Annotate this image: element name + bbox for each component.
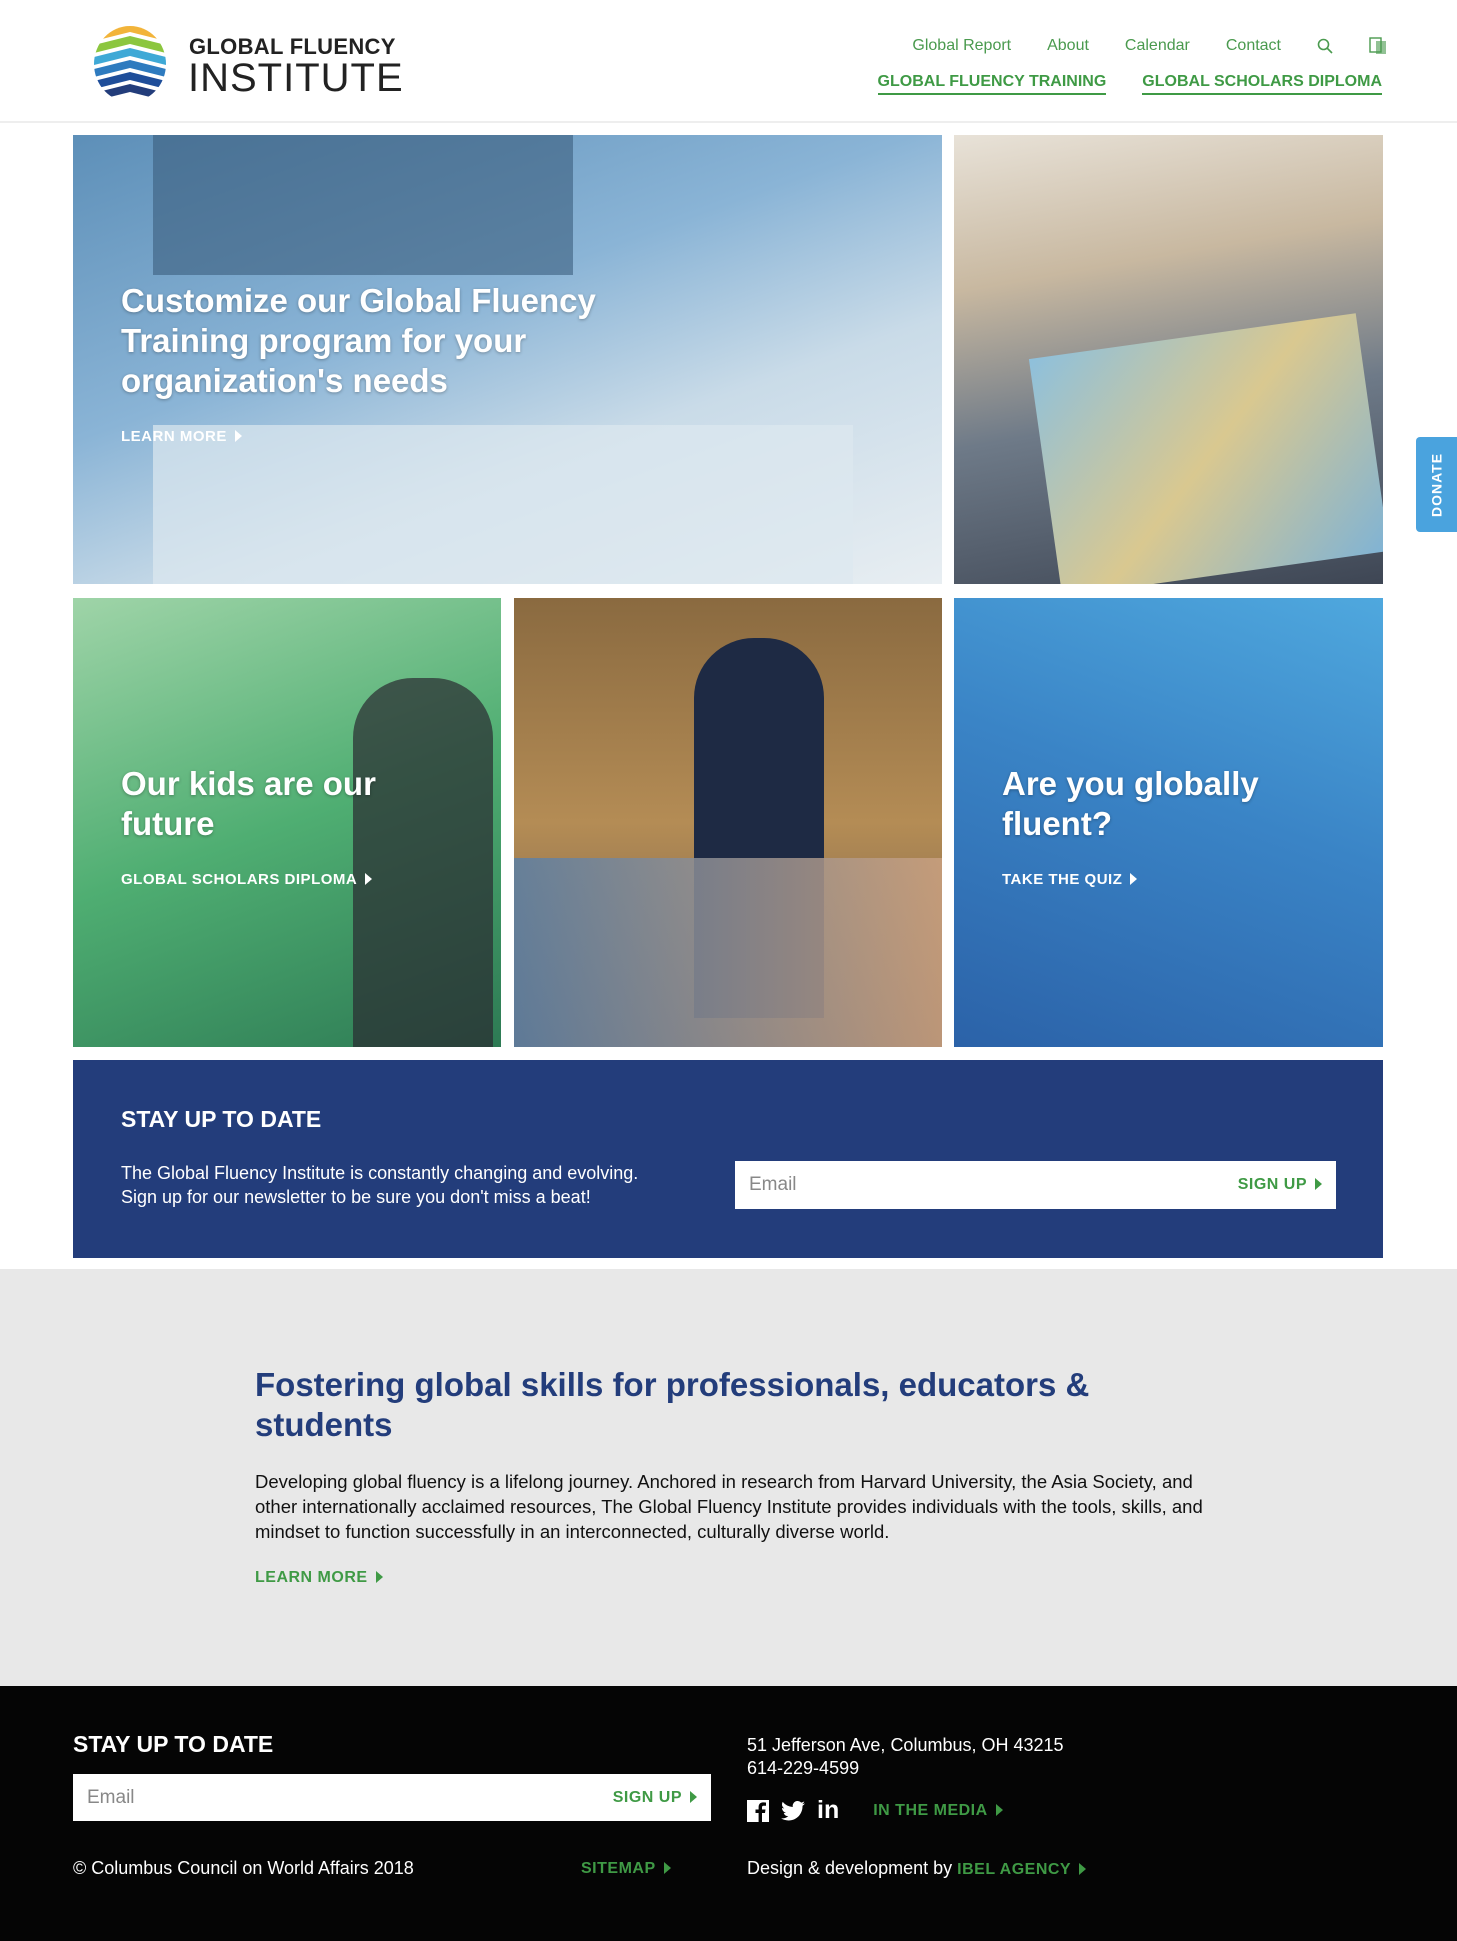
link-label: IN THE MEDIA: [873, 1801, 988, 1819]
travel-photo: [954, 135, 1383, 584]
sitemap-link[interactable]: [581, 1860, 671, 1878]
nav-global-scholars-diploma[interactable]: GLOBAL SCHOLARS DIPLOMA: [1142, 73, 1382, 95]
arrow-right-icon: [1079, 1863, 1086, 1875]
translate-icon[interactable]: [1369, 37, 1387, 55]
newsletter-text-line: Sign up for our newsletter to be sure you don't miss a beat!: [121, 1187, 591, 1207]
link-label: SITEMAP: [581, 1860, 656, 1877]
global-scholars-link[interactable]: [121, 871, 372, 888]
newsletter-form: [735, 1161, 1336, 1209]
arrow-right-icon: [664, 1862, 671, 1874]
arrow-right-icon: [1130, 873, 1137, 885]
link-label: TAKE THE QUIZ: [1002, 871, 1123, 888]
photo-person: [353, 678, 493, 1047]
link-label: IBEL AGENCY: [957, 1861, 1072, 1878]
social-links: [747, 1796, 1003, 1825]
photo-window: [153, 135, 573, 275]
sign-up-button[interactable]: [1238, 1176, 1322, 1194]
button-label: SIGN UP: [1237, 1176, 1307, 1193]
link-label: GLOBAL SCHOLARS DIPLOMA: [121, 871, 358, 888]
about-title: Fostering global skills for professionals, educators & students: [255, 1366, 1090, 1443]
newsletter-text-line: The Global Fluency Institute is constantly changing and evolving.: [121, 1163, 639, 1183]
speaker-photo: [514, 598, 942, 1047]
take-quiz-link[interactable]: [1002, 871, 1137, 888]
logo-icon[interactable]: [90, 24, 170, 104]
ibel-agency-link[interactable]: [957, 1861, 1086, 1878]
about-section: [0, 1269, 1457, 1686]
quiz-tile[interactable]: [954, 598, 1383, 1047]
email-input[interactable]: Email: [749, 1174, 797, 1195]
credit: [747, 1858, 1086, 1879]
tile-title: Are you globally fluent?: [1002, 765, 1259, 842]
photo-map: [1029, 313, 1383, 584]
learn-more-link[interactable]: [121, 428, 242, 445]
tile-title: Customize our Global Fluency Training program for your organization's needs: [121, 282, 596, 399]
footer-contact: [747, 1734, 1064, 1780]
footer-email-input[interactable]: Email: [87, 1786, 135, 1808]
arrow-right-icon: [376, 1571, 383, 1583]
nav-about[interactable]: About: [1047, 37, 1089, 54]
about-body: Developing global fluency is a lifelong journey. Anchored in research from Harvard University, the Asia Society, and other internationally acclaimed resources, The Global Fluency Institute provides individuals with the tools, skills, and mindset to function successfully in an interconnected, culturally diverse world.: [255, 1471, 1203, 1542]
logo-text: GLOBAL FLUENCY: [189, 34, 396, 59]
nav-contact[interactable]: Contact: [1225, 37, 1281, 54]
phone[interactable]: 614-229-4599: [747, 1758, 860, 1778]
address: 51 Jefferson Ave, Columbus, OH 43215: [747, 1735, 1064, 1755]
footer-title: STAY UP TO DATE: [73, 1731, 274, 1757]
arrow-right-icon: [1315, 1178, 1322, 1190]
link-label: LEARN MORE: [255, 1569, 368, 1586]
kids-tile[interactable]: [73, 598, 501, 1047]
facebook-icon[interactable]: [747, 1800, 769, 1822]
footer-sign-up-button[interactable]: [613, 1789, 697, 1807]
button-label: SIGN UP: [612, 1788, 682, 1806]
in-the-media-link[interactable]: [873, 1802, 1002, 1820]
newsletter-text: [121, 1161, 638, 1209]
linkedin-icon[interactable]: in: [817, 1796, 840, 1824]
photo-audience: [514, 858, 942, 1047]
site-footer: [0, 1686, 1457, 1941]
arrow-right-icon: [235, 430, 242, 442]
utility-nav: [912, 37, 1387, 55]
link-label: LEARN MORE: [121, 428, 227, 445]
photo-table: [153, 425, 853, 584]
nav-global-report[interactable]: Global Report: [912, 37, 1012, 54]
twitter-icon[interactable]: [781, 1801, 805, 1821]
arrow-right-icon: [996, 1804, 1003, 1816]
about-learn-more-link[interactable]: [255, 1569, 383, 1587]
donate-button[interactable]: DONATE: [1416, 437, 1457, 532]
main-nav: [878, 73, 1382, 95]
search-icon[interactable]: [1317, 38, 1333, 54]
tile-title: Our kids are our future: [121, 765, 376, 842]
site-header: [0, 0, 1457, 123]
training-tile[interactable]: [73, 135, 942, 584]
logo-subtext: INSTITUTE: [188, 56, 404, 100]
nav-global-fluency-training[interactable]: GLOBAL FLUENCY TRAINING: [878, 73, 1107, 95]
credit-text: Design & development by: [747, 1858, 953, 1878]
footer-newsletter-form: [73, 1774, 711, 1821]
newsletter-title: STAY UP TO DATE: [121, 1106, 322, 1132]
newsletter-band: [73, 1060, 1383, 1258]
nav-calendar[interactable]: Calendar: [1124, 37, 1190, 54]
arrow-right-icon: [690, 1791, 697, 1803]
arrow-right-icon: [365, 873, 372, 885]
copyright: © Columbus Council on World Affairs 2018: [73, 1858, 414, 1878]
